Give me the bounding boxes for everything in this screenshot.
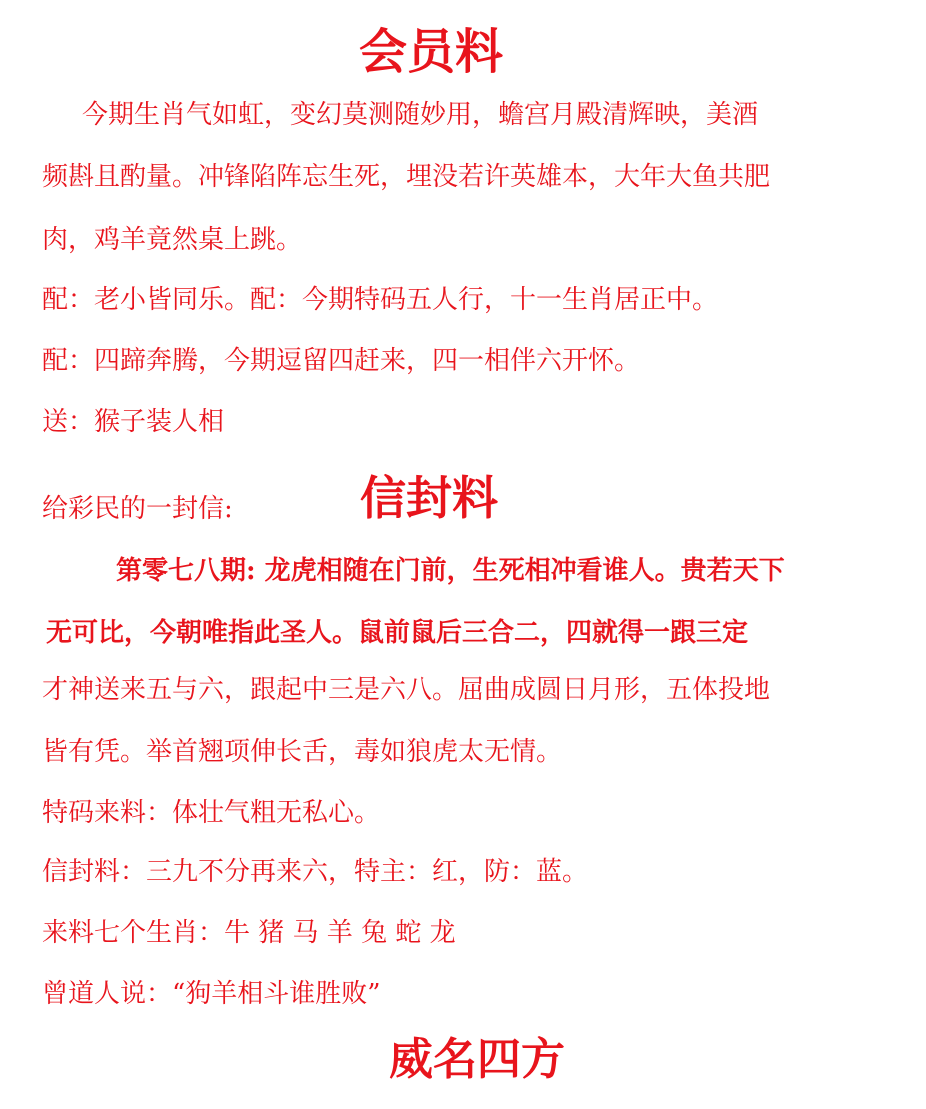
letter-label: 给彩民的一封信: — [42, 494, 233, 524]
member-line-4: 配：老小皆同乐。配：今期特码五人行，十一生肖居正中。 — [42, 285, 719, 315]
member-line-2: 频斟且酌量。冲锋陷阵忘生死，埋没若许英雄本，大年大鱼共肥 — [42, 162, 771, 192]
section-title-envelope: 信封料 — [360, 471, 498, 525]
envelope-line-3: 才神送来五与六，跟起中三是六八。屈曲成圆日月形，五体投地 — [42, 675, 771, 705]
envelope-line-4: 皆有凭。举首翘项伸长舌，毒如狼虎太无情。 — [42, 737, 563, 767]
envelope-line-7: 来料七个生肖：牛 猪 马 羊 兔 蛇 龙 — [42, 918, 456, 948]
member-line-1: 今期生肖气如虹，变幻莫测随妙用，蟾宫月殿清辉映，美酒 — [82, 100, 759, 130]
envelope-line-8: 曾道人说：“狗羊相斗谁胜败” — [42, 979, 381, 1009]
envelope-line-2: 无可比，今朝唯指此圣人。鼠前鼠后三合二，四就得一跟三定 — [46, 618, 749, 648]
member-line-6: 送：猴子装人相 — [42, 407, 225, 437]
member-line-3: 肉，鸡羊竟然桌上跳。 — [42, 225, 303, 255]
member-line-5: 配：四蹄奔腾，今期逗留四赶来，四一相伴六开怀。 — [42, 346, 641, 376]
section-title-member: 会员料 — [358, 24, 503, 80]
envelope-line-5: 特码来料：体壮气粗无私心。 — [42, 798, 381, 828]
footer-title: 威名四方 — [389, 1034, 565, 1085]
envelope-line-6: 信封料：三九不分再来六，特主：红，防：蓝。 — [42, 857, 589, 887]
envelope-line-1: 第零七八期: 龙虎相随在门前，生死相冲看谁人。贵若天下 — [116, 556, 785, 586]
